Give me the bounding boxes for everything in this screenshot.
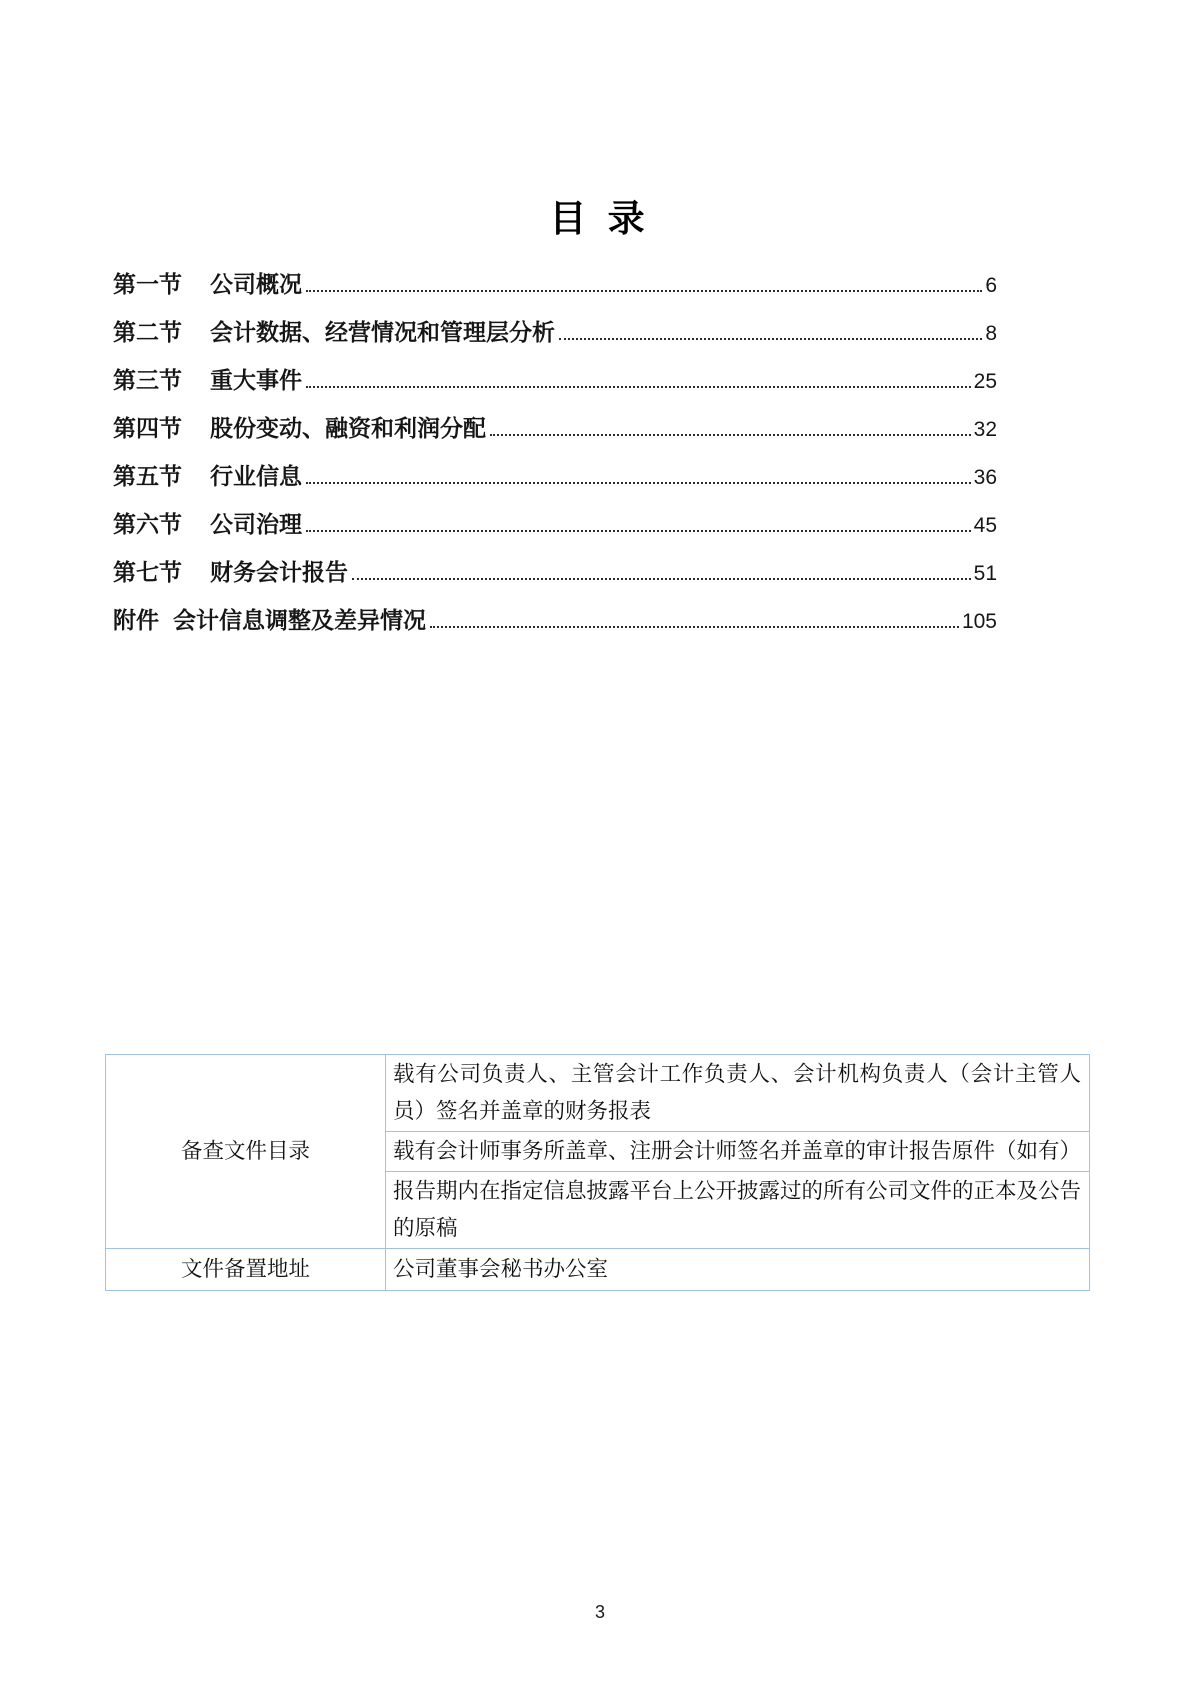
reference-document-item: 载有会计师事务所盖章、注册会计师签名并盖章的审计报告原件（如有） [386, 1132, 1090, 1172]
toc-entry-label: 第三节 [113, 368, 182, 393]
toc-entry-page: 36 [973, 466, 997, 489]
dot-leader [306, 482, 971, 484]
toc-entry [113, 506, 997, 554]
toc-entry-title: 会计信息调整及差异情况 [173, 608, 426, 633]
toc-entry-label: 第七节 [113, 560, 182, 585]
toc-entry [113, 314, 997, 362]
toc-entry-title: 股份变动、融资和利润分配 [210, 416, 486, 441]
toc-entry-title: 会计数据、经营情况和管理层分析 [210, 320, 555, 345]
document-location-label: 文件备置地址 [106, 1249, 386, 1291]
toc-entry-page: 32 [973, 418, 997, 441]
toc-entry [113, 554, 997, 602]
dot-leader [352, 578, 971, 580]
toc-entry-label: 第五节 [113, 464, 182, 489]
toc-entry-page: 8 [985, 322, 997, 345]
toc-entry-page: 25 [973, 370, 997, 393]
dot-leader [490, 434, 971, 436]
toc-entry-page: 105 [961, 610, 997, 633]
toc-entry-title: 行业信息 [210, 464, 302, 489]
dot-leader [430, 626, 959, 628]
dot-leader [559, 338, 982, 340]
footer-page-number: 3 [594, 1602, 605, 1622]
toc-entry [113, 266, 997, 314]
toc-entry [113, 362, 997, 410]
toc-entry-label: 第四节 [113, 416, 182, 441]
document-location-value: 公司董事会秘书办公室 [386, 1249, 1090, 1291]
toc-entry-label: 第一节 [113, 272, 182, 297]
toc-entry-label: 第二节 [113, 320, 182, 345]
dot-leader [306, 290, 982, 292]
toc-entry-page: 51 [973, 562, 997, 585]
toc-entry [113, 410, 997, 458]
toc-entry-title: 公司概况 [210, 272, 302, 297]
page-title: 目 录 [549, 199, 651, 240]
toc-entry-title: 财务会计报告 [210, 560, 348, 585]
toc-entry-page: 45 [973, 514, 997, 537]
toc-entry [113, 602, 997, 650]
dot-leader [306, 386, 971, 388]
reference-documents-label: 备查文件目录 [106, 1055, 386, 1249]
toc-entry-title: 重大事件 [210, 368, 302, 393]
table-of-contents [113, 266, 997, 650]
toc-entry-label: 第六节 [113, 512, 182, 537]
reference-document-item: 报告期内在指定信息披露平台上公开披露过的所有公司文件的正本及公告的原稿 [386, 1172, 1090, 1249]
toc-entry-label: 附件 [113, 608, 159, 633]
toc-entry-page: 6 [985, 274, 997, 297]
dot-leader [306, 530, 971, 532]
reference-document-item: 载有公司负责人、主管会计工作负责人、会计机构负责人（会计主管人员）签名并盖章的财务报表 [386, 1055, 1090, 1132]
toc-entry-title: 公司治理 [210, 512, 302, 537]
reference-documents-table [105, 1054, 1090, 1291]
toc-entry [113, 458, 997, 506]
